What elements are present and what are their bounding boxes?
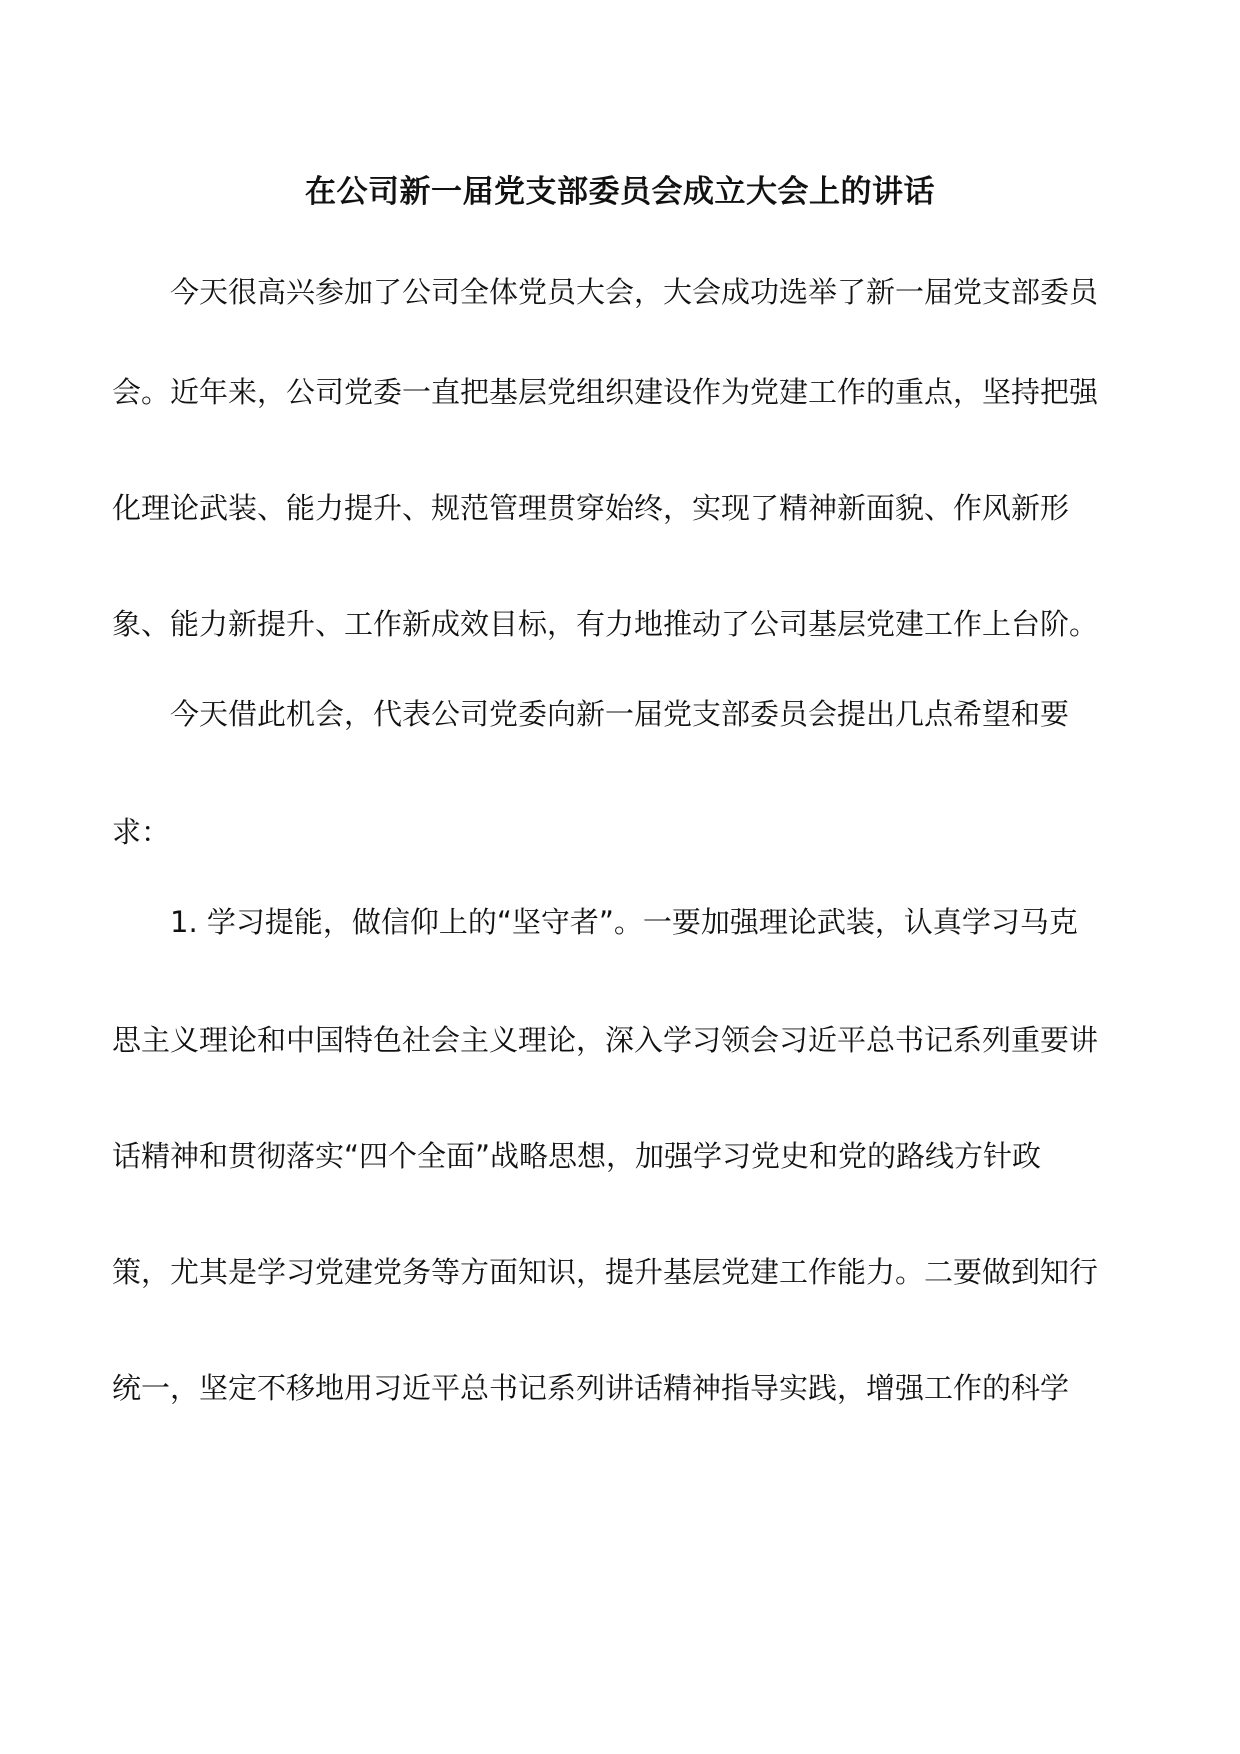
paragraph-line: 思主义理论和中国特色社会主义理论，深入学习领会习近平总书记系列重要讲 bbox=[112, 1023, 1099, 1057]
paragraph-line: 今天很高兴参加了公司全体党员大会，大会成功选举了新一届党支部委员 bbox=[170, 275, 1099, 309]
paragraph-line: 策，尤其是学习党建党务等方面知识，提升基层党建工作能力。二要做到知行 bbox=[112, 1255, 1099, 1289]
paragraph-line: 化理论武装、能力提升、规范管理贯穿始终，实现了精神新面貌、作风新形 bbox=[112, 491, 1070, 525]
paragraph-line: 话精神和贯彻落实“四个全面”战略思想，加强学习党史和党的路线方针政 bbox=[112, 1139, 1042, 1173]
paragraph-line: 求： bbox=[112, 815, 171, 849]
document-title: 在公司新一届党支部委员会成立大会上的讲话 bbox=[305, 174, 935, 210]
paragraph-line: 象、能力新提升、工作新成效目标，有力地推动了公司基层党建工作上台阶。 bbox=[112, 607, 1099, 641]
paragraph-line: 会。近年来，公司党委一直把基层党组织建设作为党建工作的重点，坚持把强 bbox=[112, 375, 1099, 409]
paragraph-line: 今天借此机会，代表公司党委向新一届党支部委员会提出几点希望和要 bbox=[170, 697, 1070, 731]
paragraph-line: 统一，坚定不移地用习近平总书记系列讲话精神指导实践，增强工作的科学 bbox=[112, 1371, 1070, 1405]
paragraph-line: 1. 学习提能，做信仰上的“坚守者”。一要加强理论武装，认真学习马克 bbox=[170, 905, 1078, 939]
